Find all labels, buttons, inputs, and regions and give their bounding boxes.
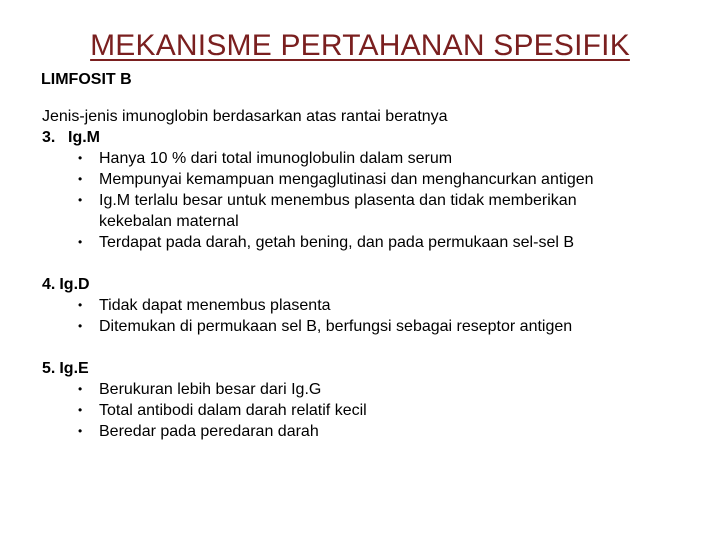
list-item <box>42 379 682 400</box>
list-item-text: Tidak dapat menembus plasenta <box>99 297 331 314</box>
bullet-icon: • <box>78 235 83 249</box>
list-item-text: Total antibodi dalam darah relatif kecil <box>99 402 367 419</box>
spacer <box>42 253 682 274</box>
list-item-text: Hanya 10 % dari total imunoglobulin dalam serum <box>99 150 453 167</box>
slide-title <box>0 28 720 64</box>
list-item <box>42 169 682 190</box>
slide-subtitle: LIMFOSIT B <box>41 71 132 88</box>
section-number: 3. <box>42 129 56 146</box>
slide-body <box>42 106 682 442</box>
bullet-icon: • <box>78 382 83 396</box>
section-name: Ig.D <box>59 276 90 293</box>
spacer <box>42 337 682 358</box>
section-heading-ige <box>42 358 682 379</box>
list-item-text: Ditemukan di permukaan sel B, berfungsi sebagai reseptor antigen <box>99 318 573 335</box>
list-item <box>42 421 682 442</box>
bullet-list-igm <box>42 148 682 253</box>
section-heading-igd <box>42 274 682 295</box>
list-item <box>42 190 682 232</box>
intro-text: Jenis-jenis imunoglobin berdasarkan atas rantai beratnya <box>42 108 448 125</box>
bullet-list-ige <box>42 379 682 442</box>
bullet-icon: • <box>78 298 83 312</box>
list-item-text: Terdapat pada darah, getah bening, dan pada permukaan sel-sel B <box>99 234 575 251</box>
bullet-icon: • <box>78 403 83 417</box>
section-heading-igm <box>42 127 682 148</box>
bullet-icon: • <box>78 424 83 438</box>
list-item-text: Ig.M terlalu besar untuk menembus plasenta dan tidak memberikan kekebalan maternal <box>99 192 577 230</box>
section-number: 4. <box>42 276 56 293</box>
section-name: Ig.E <box>59 360 89 377</box>
section-name: Ig.M <box>68 129 100 146</box>
list-item <box>42 232 682 253</box>
bullet-icon: • <box>78 172 83 186</box>
slide-title-text: MEKANISME PERTAHANAN SPESIFIK <box>90 29 630 62</box>
list-item-text: Mempunyai kemampuan mengaglutinasi dan menghancurkan antigen <box>99 171 594 188</box>
section-number: 5. <box>42 360 56 377</box>
list-item-text: Beredar pada peredaran darah <box>99 423 319 440</box>
list-item <box>42 295 682 316</box>
bullet-icon: • <box>78 319 83 333</box>
bullet-icon: • <box>78 151 83 165</box>
bullet-icon: • <box>78 193 83 207</box>
list-item-text: Berukuran lebih besar dari Ig.G <box>99 381 322 398</box>
list-item <box>42 316 682 337</box>
list-item <box>42 148 682 169</box>
bullet-list-igd <box>42 295 682 337</box>
list-item <box>42 400 682 421</box>
